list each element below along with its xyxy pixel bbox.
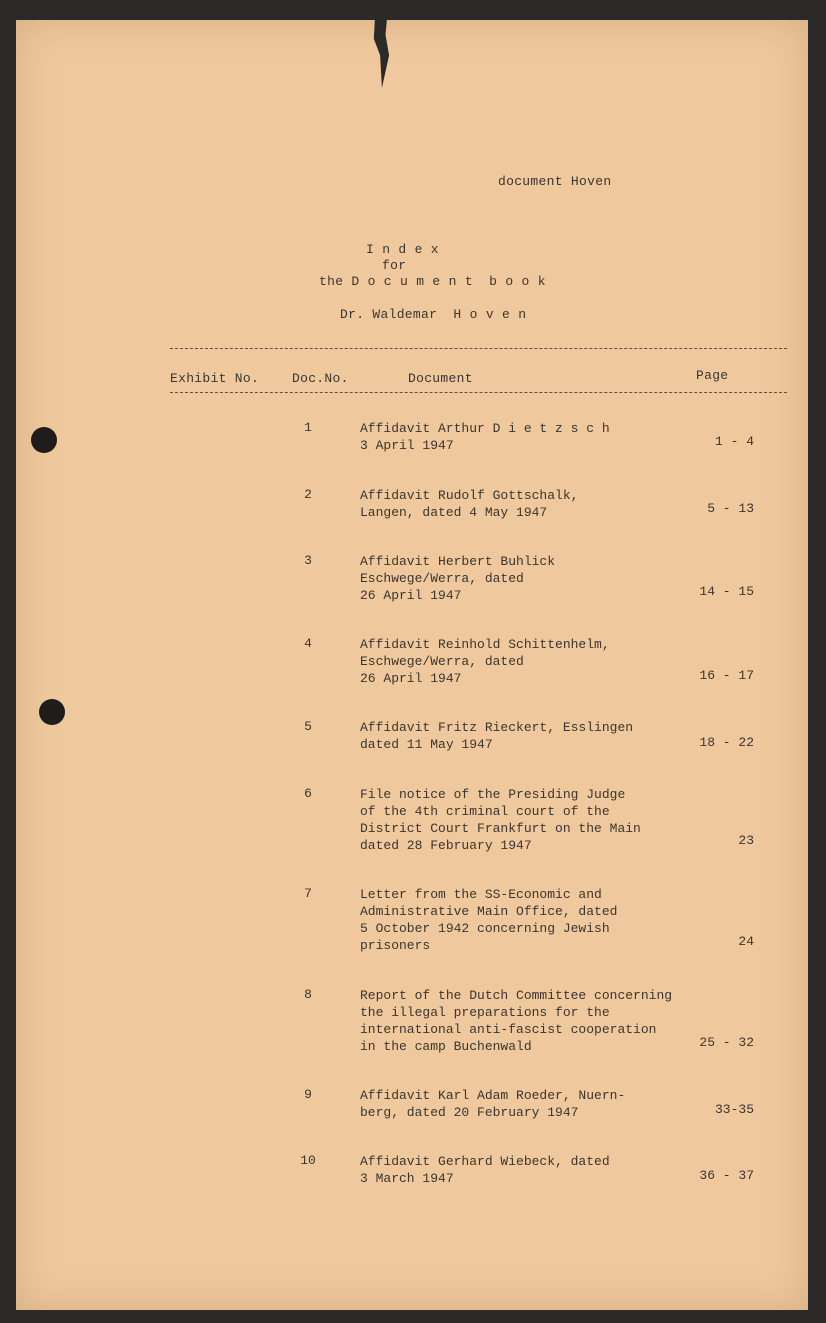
entry-description-line: prisoners bbox=[360, 938, 431, 953]
entry-description-line: Langen, dated 4 May 1947 bbox=[360, 505, 548, 520]
entry-description-line: 5 October 1942 concerning Jewish bbox=[360, 921, 610, 936]
entry-description-line: Eschwege/Werra, dated bbox=[360, 571, 524, 586]
entry-page-range: 24 bbox=[738, 934, 754, 949]
entry-description-line: Affidavit Fritz Rieckert, Esslingen bbox=[360, 720, 634, 735]
entry-page-range: 23 bbox=[738, 833, 754, 848]
title-index: I n d e x bbox=[366, 242, 439, 257]
divider-top bbox=[170, 348, 787, 349]
entry-page-range: 5 - 13 bbox=[707, 501, 754, 516]
entry-number: 7 bbox=[304, 886, 312, 901]
title-for: for bbox=[382, 258, 407, 273]
entry-page-range: 36 - 37 bbox=[699, 1168, 754, 1183]
title-document-book: the D o c u m e n t b o o k bbox=[319, 274, 546, 289]
punch-hole-bottom bbox=[39, 699, 65, 725]
entry-number: 4 bbox=[304, 636, 312, 651]
entry-number: 5 bbox=[304, 719, 312, 734]
entry-description-line: 3 March 1947 bbox=[360, 1171, 454, 1186]
entry-page-range: 25 - 32 bbox=[699, 1035, 754, 1050]
entry-description-line: Report of the Dutch Committee concerning bbox=[360, 988, 673, 1003]
entry-page-range: 14 - 15 bbox=[699, 584, 754, 599]
column-document: Document bbox=[408, 371, 473, 386]
column-exhibit-no: Exhibit No. bbox=[170, 371, 260, 386]
punch-hole-top bbox=[31, 427, 57, 453]
entry-description-line: Letter from the SS-Economic and bbox=[360, 887, 602, 902]
entry-number: 9 bbox=[304, 1087, 312, 1102]
entry-description-line: 3 April 1947 bbox=[360, 438, 454, 453]
entry-description-line: Affidavit Karl Adam Roeder, Nuern- bbox=[360, 1088, 626, 1103]
entry-number: 10 bbox=[300, 1153, 316, 1168]
column-doc-no: Doc.No. bbox=[292, 371, 349, 386]
entry-description-line: Eschwege/Werra, dated bbox=[360, 654, 524, 669]
document-reference: document Hoven bbox=[498, 174, 612, 189]
entry-description-line: of the 4th criminal court of the bbox=[360, 804, 610, 819]
entry-page-range: 18 - 22 bbox=[699, 735, 754, 750]
column-page: Page bbox=[696, 368, 729, 383]
entry-description-line: Affidavit Reinhold Schittenhelm, bbox=[360, 637, 610, 652]
entry-description-line: Affidavit Gerhard Wiebeck, dated bbox=[360, 1154, 610, 1169]
entry-description-line: dated 28 February 1947 bbox=[360, 838, 532, 853]
entry-number: 1 bbox=[304, 420, 312, 435]
entry-description-line: District Court Frankfurt on the Main bbox=[360, 821, 641, 836]
entry-page-range: 16 - 17 bbox=[699, 668, 754, 683]
entry-description-line: in the camp Buchenwald bbox=[360, 1039, 532, 1054]
entry-description-line: Affidavit Rudolf Gottschalk, bbox=[360, 488, 579, 503]
entry-description-line: 26 April 1947 bbox=[360, 671, 462, 686]
entry-description-line: Affidavit Herbert Buhlick bbox=[360, 554, 556, 569]
entry-description-line: the illegal preparations for the bbox=[360, 1005, 610, 1020]
divider-header bbox=[170, 392, 787, 393]
entry-page-range: 1 - 4 bbox=[714, 434, 754, 449]
entry-description-line: international anti-fascist cooperation bbox=[360, 1022, 657, 1037]
entry-number: 3 bbox=[304, 553, 312, 568]
entry-page-range: 33-35 bbox=[714, 1102, 754, 1117]
entry-description-line: File notice of the Presiding Judge bbox=[360, 787, 626, 802]
entry-description-line: berg, dated 20 February 1947 bbox=[360, 1105, 579, 1120]
entry-description-line: dated 11 May 1947 bbox=[360, 737, 493, 752]
entry-number: 6 bbox=[304, 786, 312, 801]
entry-description-line: Affidavit Arthur D i e t z s c h bbox=[360, 421, 610, 436]
entry-description-line: Administrative Main Office, dated bbox=[360, 904, 618, 919]
entry-number: 2 bbox=[304, 487, 312, 502]
title-name: Dr. Waldemar H o v e n bbox=[340, 307, 527, 322]
entry-description-line: 26 April 1947 bbox=[360, 588, 462, 603]
entry-number: 8 bbox=[304, 987, 312, 1002]
